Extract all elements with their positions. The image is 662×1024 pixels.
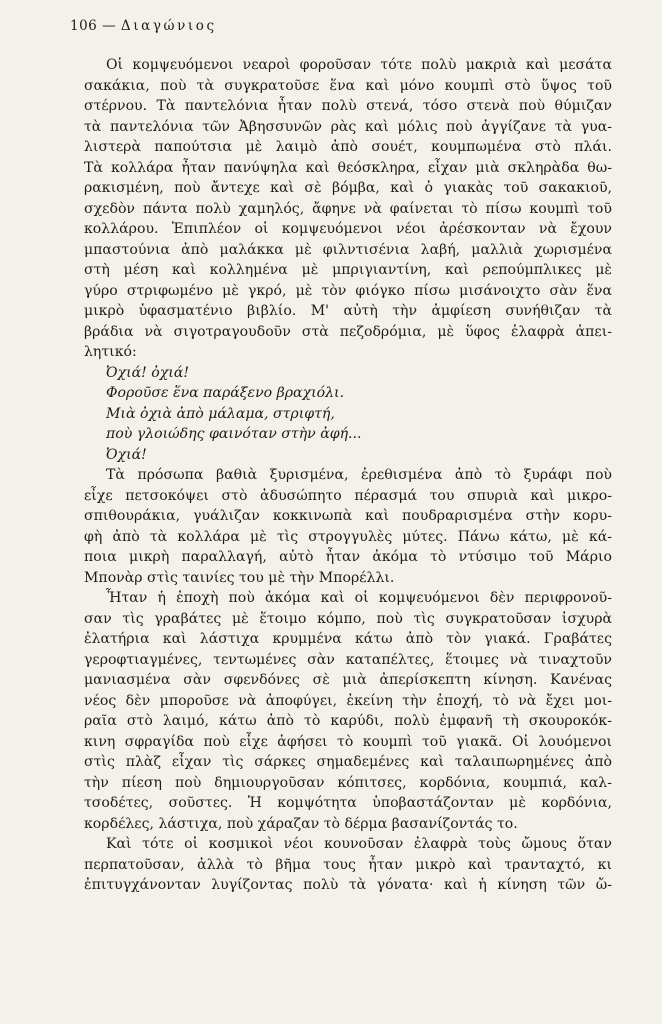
- text-line: [84, 486, 612, 507]
- text-line: [84, 752, 612, 773]
- text-line-content: Οἱ κομψευόμενοι νεαροὶ φοροῦσαν τότε πολὺ μακριὰ καὶ μεσάτα: [106, 57, 612, 73]
- body-text: [84, 55, 612, 896]
- poem-line: Ὀχιά! ὀχιά!: [106, 364, 190, 381]
- text-line-content: στὴ μέση καὶ κολλημένα μὲ μπριγιαντίνη, καὶ ρεπούμπλικες μὲ: [84, 262, 612, 278]
- text-line-content: Τὰ κολλάρα ἦταν πανύψηλα καὶ θεόσκληρα, εἶχαν μιὰ σκληρὰδα θω-: [84, 159, 612, 176]
- text-line-content: νέος δὲν μποροῦσε νὰ ἀποφύγει, ἐκείνη τὴν ἐποχή, τὸ νὰ ἔχει μοι-: [84, 692, 612, 709]
- running-header: [70, 18, 217, 34]
- text-line: [84, 875, 612, 896]
- text-line-content: μανιασμένα σὰν σφενδόνες σὲ μιὰ ἀπερίσκεπτη κίνηση. Κανένας: [84, 672, 612, 688]
- text-line-content: βράδια νὰ σιγοτραγουδοῦν στὰ πεζοδρόμια, μὲ ὕφος ἐλαφρὰ ἀπει-: [84, 323, 612, 340]
- text-line-content: Μπονὰρ στὶς ταινίες του μὲ τὴν Μπορέλλι.: [84, 569, 395, 586]
- text-line-content: κορδέλες, λάστιχα, ποὺ χάραζαν τὸ δέρμα βασανίζοντάς το.: [84, 815, 518, 832]
- text-line-content: ἐλατήρια καὶ λάστιχα κρυμμένα κάτω ἀπὸ τὸν γιακά. Γραβάτες: [84, 631, 612, 647]
- text-line-content: σπιθουράκια, γυάλιζαν κοκκινωπὰ καὶ πουδραρισμένα στὴν κορυ-: [84, 508, 612, 524]
- text-line: [84, 650, 612, 671]
- text-line: [84, 568, 612, 589]
- text-line: [84, 76, 612, 97]
- text-line-content: τὰ παντελόνια τῶν Ἀβησσυνῶν ρὰς καὶ μόλις ποὺ ἀγγίζανε τὰ γυα-: [84, 118, 612, 135]
- text-line-content: κολλάρου. Ἐπιπλέον οἱ κομψευόμενοι νέοι ἀρέσκονταν νὰ ἔχουν: [84, 221, 612, 237]
- text-line: [84, 199, 612, 220]
- text-line: [84, 281, 612, 302]
- text-line-content: ρακισμένη, ποὺ ἄντεχε καὶ σὲ βόμβα, καὶ ὁ γιακὰς τοῦ σακακιοῦ,: [84, 180, 612, 196]
- text-line: [84, 137, 612, 158]
- poem-line: Μιὰ ὀχιὰ ἀπὸ μάλαμα, στριφτή,: [106, 405, 335, 422]
- text-line: [84, 117, 612, 138]
- text-line-content: σχεδὸν πάντα πολὺ χαμηλός, ἄφηνε νὰ φαίνεται τὸ πίσω κουμπὶ τοῦ: [84, 200, 612, 217]
- text-line-content: ἐπιτυγχάνονταν λυγίζοντας πολὺ τὰ γόνατα· καὶ ἡ κίνηση τῶν ὤ-: [84, 877, 612, 893]
- text-line: [84, 629, 612, 650]
- header-dash: —: [102, 18, 117, 34]
- text-line-content: λιστερὰ παπούτσια μὲ λαιμὸ ἀπὸ σουέτ, κουμπωμένα στὸ πλάι.: [84, 139, 612, 155]
- text-line-content: ραῖα στὸ λαιμό, κάτω ἀπὸ τὸ καρύδι, πολὺ ἐμφανῆ τὴ σκουροκόκ-: [84, 713, 612, 729]
- text-line: [84, 670, 612, 691]
- text-line-content: περπατοῦσαν, ἀλλὰ τὸ βῆμα τους ἦταν μικρὸ καὶ τρανταχτό, κι: [84, 856, 612, 873]
- text-line-content: Τὰ πρόσωπα βαθιὰ ξυρισμένα, ἐρεθισμένα ἀπὸ τὸ ξυράφι ποὺ: [106, 467, 612, 483]
- text-line-content: σαν τὶς γραβάτες μὲ ἕτοιμο κόμπο, ποὺ τὶς συγκρατοῦσαν ἰσχυρὰ: [84, 610, 612, 627]
- text-line: [84, 301, 612, 322]
- text-line: [84, 158, 612, 179]
- text-line-content: ποια μικρὴ παραλλαγή, αὐτὸ ἦταν ἀκόμα τὸ ντύσιμο τοῦ Μάριο: [84, 549, 612, 565]
- text-line: [84, 178, 612, 199]
- text-line: [84, 240, 612, 261]
- text-line: [84, 732, 612, 753]
- text-line-content: μπαστούνια ἀπὸ μαλάκκα μὲ φιλντισένια λαβή, μαλλιὰ χωρισμένα: [84, 241, 612, 258]
- text-line-content: εἶχε πετσοκόψει στὸ ἀδυσώπητο πέρασμά του σπυριὰ καὶ μικρο-: [84, 487, 612, 504]
- text-line: [84, 711, 612, 732]
- text-line: [84, 342, 612, 363]
- text-line: [84, 814, 612, 835]
- text-line-content: μικρὸ ὑφασματένιο βιβλίο. Μ' αὐτὴ τὴν ἀμφίεση συνήθιζαν τὰ: [84, 303, 612, 319]
- poem-line: Ὀχιά!: [106, 446, 147, 463]
- poem-line: ποὺ γλοιώδης φαινόταν στὴν ἀφή...: [106, 426, 362, 442]
- text-line-content: Καὶ τότε οἱ κοσμικοὶ νέοι κουνοῦσαν ἐλαφρὰ τοὺς ὤμους ὅταν: [106, 836, 612, 852]
- author-name: Διαγώνιος: [120, 18, 217, 34]
- text-line: [84, 609, 612, 630]
- text-line: [84, 96, 612, 117]
- text-line: [84, 773, 612, 794]
- text-line: [84, 219, 612, 240]
- text-line: [84, 527, 612, 548]
- text-line: [84, 55, 612, 76]
- text-line-content: φὴ ἀπὸ τὰ κολλάρα μὲ τὶς στρογγυλὲς μύτες. Πάνω κάτω, μὲ κά-: [84, 528, 612, 545]
- text-line-content: λητικό:: [84, 344, 137, 360]
- text-line: [84, 465, 612, 486]
- text-line-content: Ἦταν ἡ ἐποχὴ ποὺ ἀκόμα καὶ οἱ κομψευόμενοι δὲν περιφρονοῦ-: [106, 590, 612, 606]
- text-line-content: κινη σφραγίδα ποὺ εἶχε ἀφήσει τὸ κουμπὶ τοῦ γιακᾶ. Οἱ λουόμενοι: [84, 733, 612, 750]
- text-line: [84, 322, 612, 343]
- text-line-content: γεροφτιαγμένες, τεντωμένες σὰν καταπέλτες, ἕτοιμες νὰ τιναχτοῦν: [84, 651, 612, 668]
- text-line: [84, 855, 612, 876]
- text-line-content: στὶς πλὰζ εἶχαν τὶς σάρκες σημαδεμένες καὶ ταλαιπωρημένες ἀπὸ: [84, 754, 612, 770]
- text-line: [84, 506, 612, 527]
- text-line-content: στέρνου. Τὰ παντελόνια ἦταν πολὺ στενά, τόσο στενὰ ποὺ θύμιζαν: [84, 98, 612, 114]
- text-line-content: σακάκια, ποὺ τὰ συγκρατοῦσε ἕνα καὶ μόνο κουμπὶ στὸ ὕψος τοῦ: [84, 77, 612, 94]
- text-line: [84, 547, 612, 568]
- text-line: [84, 691, 612, 712]
- text-line-content: τσοδέτες, σοῦστες. Ἡ κομψότητα ὑποβαστάζονταν μὲ κορδόνια,: [84, 795, 612, 811]
- text-line: [84, 260, 612, 281]
- page-number: 106: [70, 18, 98, 34]
- text-line-content: γύρο στριφωμένο μὲ γκρό, μὲ τὸν φιόγκο πίσω μισάνοιχτο σὰν ἕνα: [84, 282, 612, 299]
- poem-line: Φοροῦσε ἕνα παράξενο βραχιόλι.: [106, 385, 345, 401]
- text-line-content: τὴν πίεση ποὺ δημιουργοῦσαν κόπιτσες, κορδόνια, κουμπιά, καλ-: [84, 774, 612, 791]
- text-line: [84, 588, 612, 609]
- text-line: [84, 834, 612, 855]
- text-line: [84, 793, 612, 814]
